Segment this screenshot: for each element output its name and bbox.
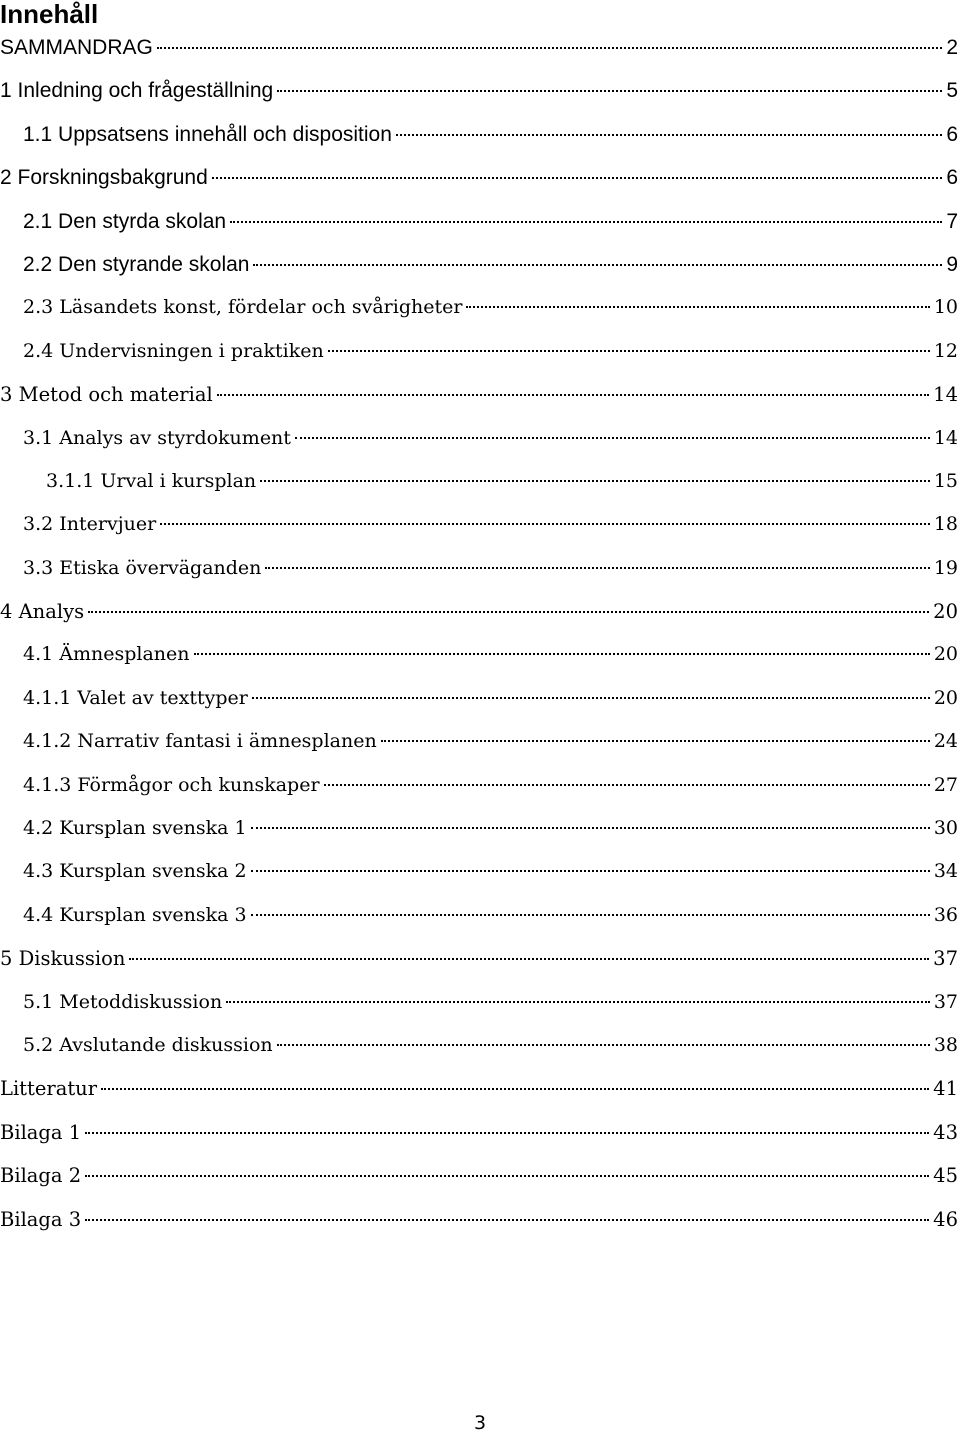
toc-entry-title: 3.1.1 Urval i kursplan bbox=[46, 469, 257, 492]
toc-entry-title: 5.2 Avslutande diskussion bbox=[23, 1033, 273, 1056]
toc-entry-title: 4.2 Kursplan svenska 1 bbox=[23, 817, 247, 840]
toc-entry-page: 41 bbox=[933, 1077, 958, 1101]
toc-entry-title: 1.1 Uppsatsens innehåll och disposition bbox=[23, 122, 392, 146]
toc-entry-title: 5 Diskussion bbox=[0, 947, 126, 971]
toc-entry-page: 15 bbox=[933, 469, 958, 492]
toc-entry-intervjuer[interactable] bbox=[0, 503, 960, 546]
toc-entry-title: 4.4 Kursplan svenska 3 bbox=[23, 903, 247, 926]
toc-dot-leader bbox=[324, 784, 930, 786]
toc-dot-leader bbox=[251, 870, 930, 872]
toc-entry-metoddiskussion[interactable] bbox=[0, 981, 960, 1024]
toc-entry-lasandets-konst[interactable] bbox=[0, 286, 960, 329]
toc-entry-valet-av-texttyper[interactable] bbox=[0, 677, 960, 720]
toc-entry-page: 6 bbox=[946, 122, 958, 146]
toc-entry-title: 2.2 Den styrande skolan bbox=[23, 252, 250, 276]
toc-entry-kursplan-svenska-2[interactable] bbox=[0, 850, 960, 893]
toc-entry-title: 3.1 Analys av styrdokument bbox=[23, 426, 291, 449]
toc-entry-analys-av-styrdokument[interactable] bbox=[0, 417, 960, 460]
toc-entry-page: 5 bbox=[946, 79, 958, 103]
toc-entry-page: 6 bbox=[946, 166, 958, 190]
toc-entry-page: 18 bbox=[933, 513, 958, 536]
toc-entry-page: 37 bbox=[933, 990, 958, 1013]
toc-entry-title: SAMMANDRAG bbox=[0, 36, 153, 59]
toc-entry-sammandrag[interactable] bbox=[0, 26, 960, 69]
toc-entry-page: 20 bbox=[933, 643, 958, 666]
toc-dot-leader bbox=[328, 350, 930, 352]
toc-entry-title: 3.2 Intervjuer bbox=[23, 513, 157, 536]
toc-dot-leader bbox=[251, 827, 930, 829]
toc-entry-page: 45 bbox=[933, 1164, 958, 1188]
toc-entry-kursplan-svenska-1[interactable] bbox=[0, 807, 960, 850]
toc-entry-title: 5.1 Metoddiskussion bbox=[23, 990, 223, 1013]
toc-entry-formagor-och-kunskaper[interactable] bbox=[0, 764, 960, 807]
toc-entry-title: 2.3 Läsandets konst, fördelar och svårigheter bbox=[23, 296, 463, 319]
toc-entry-undervisningen[interactable] bbox=[0, 330, 960, 373]
toc-entry-inledning[interactable] bbox=[0, 69, 960, 112]
toc-entry-title: Litteratur bbox=[0, 1077, 98, 1101]
toc-entry-page: 10 bbox=[933, 296, 958, 319]
toc-entry-page: 14 bbox=[933, 426, 958, 449]
toc-entry-avslutande-diskussion[interactable] bbox=[0, 1024, 960, 1067]
toc-entry-title: 4.1 Ämnesplanen bbox=[23, 643, 190, 666]
toc-entry-page: 34 bbox=[933, 860, 958, 883]
toc-entry-title: 4 Analys bbox=[0, 600, 85, 624]
table-of-contents bbox=[0, 26, 960, 1241]
toc-dot-leader bbox=[252, 697, 930, 699]
toc-dot-leader bbox=[260, 480, 930, 482]
toc-dot-leader bbox=[295, 437, 930, 439]
toc-dot-leader bbox=[194, 653, 930, 655]
toc-entry-diskussion[interactable] bbox=[0, 937, 960, 980]
toc-entry-page: 43 bbox=[933, 1120, 958, 1144]
toc-entry-bilaga-2[interactable] bbox=[0, 1154, 960, 1197]
toc-entry-page: 14 bbox=[933, 383, 958, 407]
toc-entry-den-styrda-skolan[interactable] bbox=[0, 200, 960, 243]
toc-entry-page: 20 bbox=[933, 600, 958, 624]
toc-entry-page: 20 bbox=[933, 686, 958, 709]
toc-heading: Innehåll bbox=[0, 0, 99, 29]
toc-entry-den-styrande-skolan[interactable] bbox=[0, 243, 960, 286]
toc-dot-leader bbox=[85, 1132, 929, 1134]
toc-entry-title: 4.1.3 Förmågor och kunskaper bbox=[23, 773, 320, 796]
toc-entry-bilaga-3[interactable] bbox=[0, 1198, 960, 1241]
toc-entry-amnesplanen[interactable] bbox=[0, 633, 960, 676]
toc-entry-title: 4.1.2 Narrativ fantasi i ämnesplanen bbox=[23, 730, 377, 753]
toc-entry-forskningsbakgrund[interactable] bbox=[0, 156, 960, 199]
toc-entry-uppsatsens-innehall[interactable] bbox=[0, 113, 960, 156]
toc-dot-leader bbox=[217, 394, 929, 396]
toc-entry-title: Bilaga 1 bbox=[0, 1120, 82, 1144]
toc-entry-page: 38 bbox=[933, 1033, 958, 1056]
toc-dot-leader bbox=[466, 306, 929, 308]
toc-entry-analys[interactable] bbox=[0, 590, 960, 633]
toc-entry-page: 2 bbox=[946, 36, 958, 59]
toc-dot-leader bbox=[396, 134, 942, 136]
toc-dot-leader bbox=[265, 567, 929, 569]
toc-entry-page: 30 bbox=[933, 817, 958, 840]
toc-entry-title: 2.1 Den styrda skolan bbox=[23, 209, 227, 233]
page-number: 3 bbox=[473, 1412, 487, 1434]
toc-entry-page: 37 bbox=[933, 947, 958, 971]
toc-dot-leader bbox=[85, 1219, 929, 1221]
toc-entry-title: 1 Inledning och frågeställning bbox=[0, 79, 274, 103]
toc-entry-page: 9 bbox=[946, 252, 958, 276]
toc-entry-page: 19 bbox=[933, 556, 958, 579]
toc-entry-etiska-overvaganden[interactable] bbox=[0, 547, 960, 590]
toc-entry-title: 3 Metod och material bbox=[0, 383, 213, 407]
toc-entry-title: 3.3 Etiska överväganden bbox=[23, 556, 262, 579]
toc-dot-leader bbox=[226, 1001, 930, 1003]
toc-dot-leader bbox=[129, 958, 929, 960]
toc-entry-title: 4.1.1 Valet av texttyper bbox=[23, 686, 248, 709]
toc-dot-leader bbox=[160, 523, 930, 525]
toc-dot-leader bbox=[101, 1088, 929, 1090]
toc-dot-leader bbox=[251, 914, 930, 916]
toc-dot-leader bbox=[85, 1175, 929, 1177]
toc-dot-leader bbox=[277, 1044, 930, 1046]
toc-dot-leader bbox=[212, 177, 943, 179]
toc-entry-urval-i-kursplan[interactable] bbox=[0, 460, 960, 503]
toc-dot-leader bbox=[88, 611, 929, 613]
toc-entry-title: Bilaga 3 bbox=[0, 1207, 82, 1231]
toc-entry-litteratur[interactable] bbox=[0, 1067, 960, 1110]
toc-entry-kursplan-svenska-3[interactable] bbox=[0, 894, 960, 937]
toc-entry-page: 12 bbox=[933, 339, 958, 362]
toc-dot-leader bbox=[230, 221, 942, 223]
toc-entry-bilaga-1[interactable] bbox=[0, 1111, 960, 1154]
toc-entry-title: 2.4 Undervisningen i praktiken bbox=[23, 339, 324, 362]
toc-entry-page: 7 bbox=[946, 209, 958, 233]
toc-dot-leader bbox=[381, 740, 930, 742]
toc-entry-title: 2 Forskningsbakgrund bbox=[0, 166, 208, 190]
toc-entry-page: 36 bbox=[933, 903, 958, 926]
toc-entry-title: 4.3 Kursplan svenska 2 bbox=[23, 860, 247, 883]
toc-entry-metod-och-material[interactable] bbox=[0, 373, 960, 416]
toc-entry-page: 24 bbox=[933, 730, 958, 753]
toc-dot-leader bbox=[253, 264, 942, 266]
toc-dot-leader bbox=[157, 47, 942, 49]
toc-entry-page: 27 bbox=[933, 773, 958, 796]
toc-dot-leader bbox=[277, 90, 942, 92]
toc-entry-page: 46 bbox=[933, 1207, 958, 1231]
toc-entry-title: Bilaga 2 bbox=[0, 1164, 82, 1188]
toc-entry-narrativ-fantasi[interactable] bbox=[0, 720, 960, 763]
